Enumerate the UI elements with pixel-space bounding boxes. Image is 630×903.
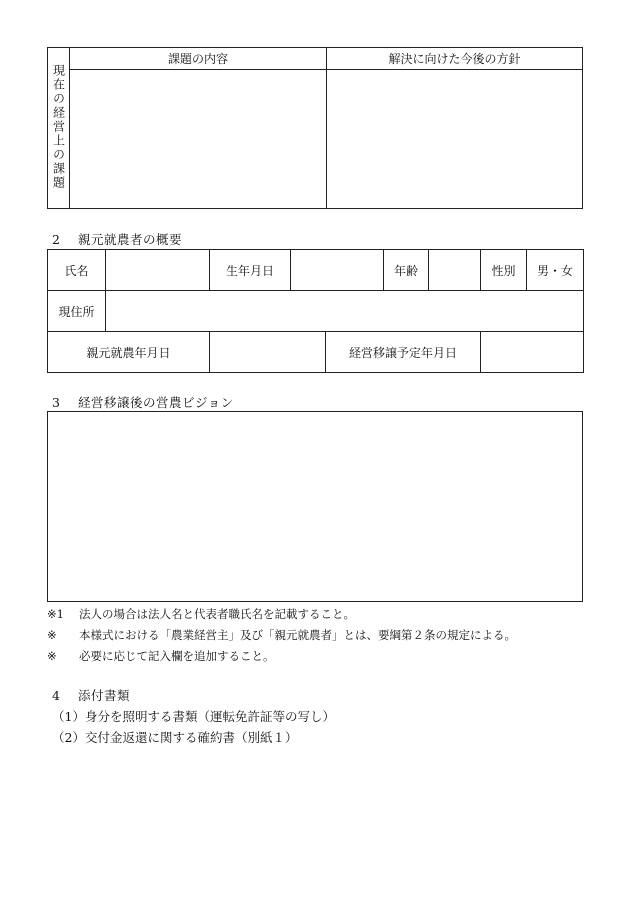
resolution-policy-field[interactable] <box>327 70 583 209</box>
parent-farmer-table <box>47 249 584 373</box>
section-4-heading: 4 添付書類 <box>52 688 131 703</box>
issue-content-field[interactable] <box>70 70 327 209</box>
issue-content-header: 課題の内容 <box>70 48 327 70</box>
gender-options[interactable]: 男・女 <box>527 250 584 291</box>
age-field[interactable] <box>429 250 481 291</box>
note-3: ※ 必要に応じて記入欄を追加すること。 <box>47 649 275 663</box>
birth-date-label: 生年月日 <box>210 250 291 291</box>
farming-start-date-field[interactable] <box>210 332 326 373</box>
note-2: ※ 本様式における「農業経営主」及び「親元就農者」とは、要綱第２条の規定による。 <box>47 628 516 642</box>
name-label: 氏名 <box>48 250 106 291</box>
transfer-date-field[interactable] <box>481 332 584 373</box>
attachment-item-2: （2）交付金返還に関する確約書（別紙１） <box>52 730 298 745</box>
name-field[interactable] <box>106 250 210 291</box>
current-issues-side-label: 現在の経営上の課題 <box>48 48 70 209</box>
address-label: 現住所 <box>48 291 106 332</box>
gender-label: 性別 <box>481 250 527 291</box>
transfer-date-label: 経営移譲予定年月日 <box>326 332 481 373</box>
resolution-policy-header: 解決に向けた今後の方針 <box>327 48 583 70</box>
farming-start-date-label: 親元就農年月日 <box>48 332 210 373</box>
section-2-heading: 2 親元就農者の概要 <box>52 232 183 247</box>
birth-date-field[interactable] <box>291 250 384 291</box>
note-1: ※1 法人の場合は法人名と代表者職氏名を記載すること。 <box>47 607 355 621</box>
current-issues-table <box>47 47 583 209</box>
section-3-heading: 3 経営移譲後の営農ビジョン <box>52 395 234 410</box>
address-field[interactable] <box>106 291 584 332</box>
farming-vision-field[interactable] <box>47 411 583 602</box>
attachment-item-1: （1）身分を照明する書類（運転免許証等の写し） <box>52 709 335 724</box>
age-label: 年齢 <box>384 250 429 291</box>
